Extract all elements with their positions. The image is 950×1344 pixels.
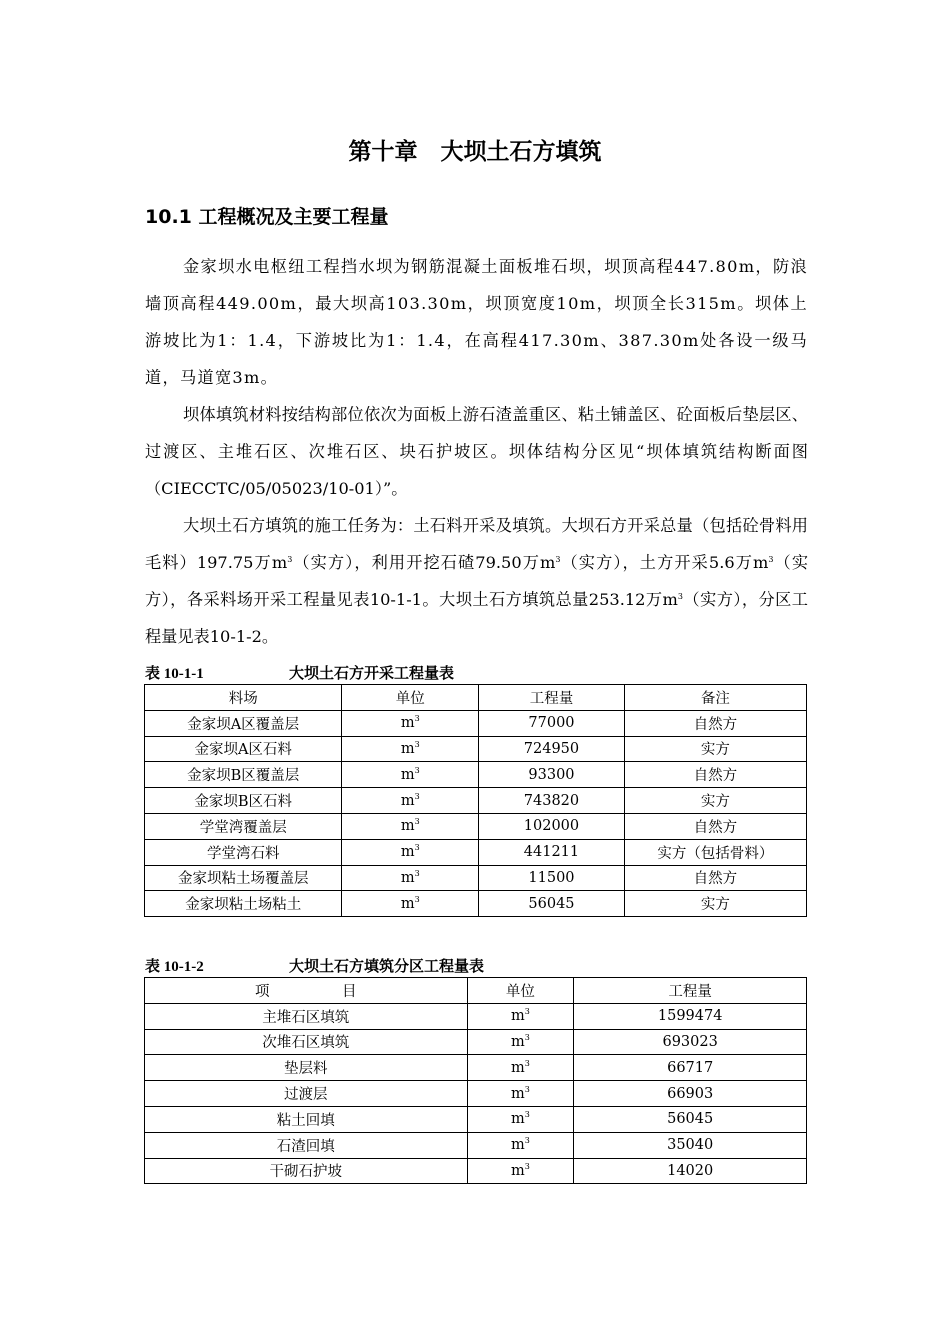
unit-cell [342, 762, 479, 788]
unit-exponent: 3 [524, 1007, 530, 1017]
unit-cell [342, 891, 479, 917]
paragraph-text: 坝体填筑材料按结构部位依次为面板上游石渣盖重区、粘土铺盖区、砼面板后垫层区、过渡区、主堆石区、次堆石区、块石护坡区。坝体结构分区见“坝体填筑结构断面图（CIECCTC/05/05023/10-01）”。 [145, 405, 808, 498]
quantity-cell: 66717 [574, 1055, 807, 1081]
name-cell: 主堆石区填筑 [145, 1003, 468, 1029]
unit-cell [342, 865, 479, 891]
text-run: （实方），各采料场开采工程量见表10-1-1。大坝土石方填筑总量253.12万m [145, 553, 809, 609]
superscript: 3 [768, 555, 774, 564]
section-title: 10.1 工程概况及主要工程量 [145, 206, 389, 228]
unit-base: m [511, 1033, 525, 1050]
table-title: 大坝土石方填筑分区工程量表 [289, 957, 485, 975]
note-cell: 自然方 [624, 865, 806, 891]
table-number: 表 10-1-1 [145, 666, 204, 682]
unit-exponent: 3 [414, 894, 420, 904]
unit-exponent: 3 [414, 739, 420, 749]
unit-exponent: 3 [524, 1110, 530, 1120]
name-cell: 干砌石护坡 [145, 1158, 468, 1184]
note-cell: 自然方 [624, 762, 806, 788]
name-cell: 过渡层 [145, 1081, 468, 1107]
quantity-cell: 1599474 [574, 1003, 807, 1029]
unit-cell [467, 1029, 574, 1055]
name-cell: 粘土回填 [145, 1106, 468, 1132]
note-cell: 实方 [624, 788, 806, 814]
table-row [145, 1029, 807, 1055]
unit-cell [342, 788, 479, 814]
paragraph-text: 金家坝水电枢纽工程挡水坝为钢筋混凝土面板堆石坝，坝顶高程447.80m，防浪墙顶高程449.00m，最大坝高103.30m，坝顶宽度10m，坝顶全长315m。坝体上游坡比为1：1.4，下游坡比为1：1.4，在高程417.30m、387.30m处各设一级马道，马道宽3m。 [145, 257, 808, 387]
note-cell: 自然方 [624, 710, 806, 736]
table-body [145, 710, 807, 916]
unit-cell [467, 1106, 574, 1132]
unit-cell [342, 813, 479, 839]
table-row [145, 1055, 807, 1081]
unit-base: m [511, 1085, 525, 1102]
name-cell: 金家坝粘土场粘土 [145, 891, 342, 917]
unit-cell [467, 1158, 574, 1184]
table-number: 表 10-1-2 [145, 959, 204, 975]
table-row [145, 839, 807, 865]
unit-exponent: 3 [524, 1032, 530, 1042]
unit-base: m [400, 869, 415, 886]
unit-base: m [400, 766, 415, 783]
name-cell: 金家坝B区覆盖层 [145, 762, 342, 788]
header-cell: 单位 [467, 978, 574, 1004]
name-cell: 金家坝A区石料 [145, 736, 342, 762]
quantity-cell: 66903 [574, 1081, 807, 1107]
fill-zone-quantity-table [144, 977, 807, 1184]
text-run: 大坝土石方填筑的施工任务为：土石料开采及填筑。大坝石方开采总量（包括砼骨料用毛料）197.75万m [145, 516, 808, 572]
unit-base: m [400, 715, 415, 732]
unit-base: m [400, 792, 415, 809]
note-cell: 实方 [624, 891, 806, 917]
body-paragraph [145, 507, 808, 655]
quantity-cell: 14020 [574, 1158, 807, 1184]
unit-exponent: 3 [414, 714, 420, 724]
chapter-title: 第十章 大坝土石方填筑 [348, 139, 602, 165]
quantity-cell: 77000 [479, 710, 625, 736]
name-cell: 金家坝B区石料 [145, 788, 342, 814]
unit-exponent: 3 [414, 817, 420, 827]
table-row [145, 813, 807, 839]
table-body [145, 1003, 807, 1184]
quantity-cell: 102000 [479, 813, 625, 839]
unit-base: m [400, 895, 415, 912]
name-cell: 学堂湾覆盖层 [145, 813, 342, 839]
header-cell: 备注 [624, 685, 806, 711]
name-cell: 金家坝粘土场覆盖层 [145, 865, 342, 891]
unit-cell [467, 1081, 574, 1107]
unit-exponent: 3 [524, 1058, 530, 1068]
note-cell: 实方 [624, 736, 806, 762]
unit-exponent: 3 [414, 791, 420, 801]
name-cell: 石渣回填 [145, 1132, 468, 1158]
superscript: 3 [677, 592, 683, 601]
unit-cell [342, 710, 479, 736]
header-cell: 单位 [342, 685, 479, 711]
quantity-cell: 56045 [574, 1106, 807, 1132]
table-row [145, 1003, 807, 1029]
header-cell: 工程量 [574, 978, 807, 1004]
name-cell: 次堆石区填筑 [145, 1029, 468, 1055]
unit-base: m [511, 1162, 525, 1179]
body-paragraph [145, 396, 808, 507]
unit-base: m [511, 1059, 525, 1076]
table-header-row [145, 978, 807, 1004]
name-cell: 金家坝A区覆盖层 [145, 710, 342, 736]
quantity-cell: 743820 [479, 788, 625, 814]
unit-cell [467, 1055, 574, 1081]
unit-exponent: 3 [414, 765, 420, 775]
unit-base: m [511, 1137, 525, 1154]
table-row [145, 1132, 807, 1158]
unit-exponent: 3 [524, 1084, 530, 1094]
table-caption [145, 955, 484, 976]
quantity-cell: 93300 [479, 762, 625, 788]
table-row [145, 1081, 807, 1107]
header-cell: 项 目 [145, 978, 468, 1004]
quantity-cell: 693023 [574, 1029, 807, 1055]
table-row [145, 788, 807, 814]
table-row [145, 736, 807, 762]
text-run: （实方），分区工程量见表10-1-2。 [145, 590, 808, 646]
unit-base: m [511, 1111, 525, 1128]
table-row [145, 865, 807, 891]
quantity-cell: 724950 [479, 736, 625, 762]
paragraph-text [145, 507, 808, 655]
unit-base: m [400, 740, 415, 757]
name-cell: 学堂湾石料 [145, 839, 342, 865]
quantity-cell: 11500 [479, 865, 625, 891]
quantity-cell: 441211 [479, 839, 625, 865]
note-cell: 实方（包括骨料） [624, 839, 806, 865]
superscript: 3 [287, 555, 293, 564]
text-run: （实方），利用开挖石碴79.50万m [292, 553, 556, 572]
unit-cell [467, 1132, 574, 1158]
excavation-quantity-table [144, 684, 807, 917]
quantity-cell: 56045 [479, 891, 625, 917]
unit-cell [467, 1003, 574, 1029]
table-title: 大坝土石方开采工程量表 [289, 664, 455, 682]
quantity-cell: 35040 [574, 1132, 807, 1158]
table-row [145, 762, 807, 788]
table-row [145, 891, 807, 917]
table-caption [145, 662, 454, 683]
unit-exponent: 3 [414, 843, 420, 853]
unit-exponent: 3 [524, 1161, 530, 1171]
unit-exponent: 3 [524, 1136, 530, 1146]
name-cell: 垫层料 [145, 1055, 468, 1081]
body-paragraph [145, 248, 808, 396]
table-row [145, 1158, 807, 1184]
unit-base: m [511, 1008, 525, 1025]
table-row [145, 1106, 807, 1132]
table-row [145, 710, 807, 736]
header-cell: 料场 [145, 685, 342, 711]
unit-base: m [400, 844, 415, 861]
header-cell: 工程量 [479, 685, 625, 711]
unit-cell [342, 736, 479, 762]
unit-cell [342, 839, 479, 865]
table-header-row [145, 685, 807, 711]
note-cell: 自然方 [624, 813, 806, 839]
text-run: （实方），土方开采5.6万m [560, 553, 769, 572]
unit-exponent: 3 [414, 868, 420, 878]
superscript: 3 [555, 555, 561, 564]
unit-base: m [400, 818, 415, 835]
